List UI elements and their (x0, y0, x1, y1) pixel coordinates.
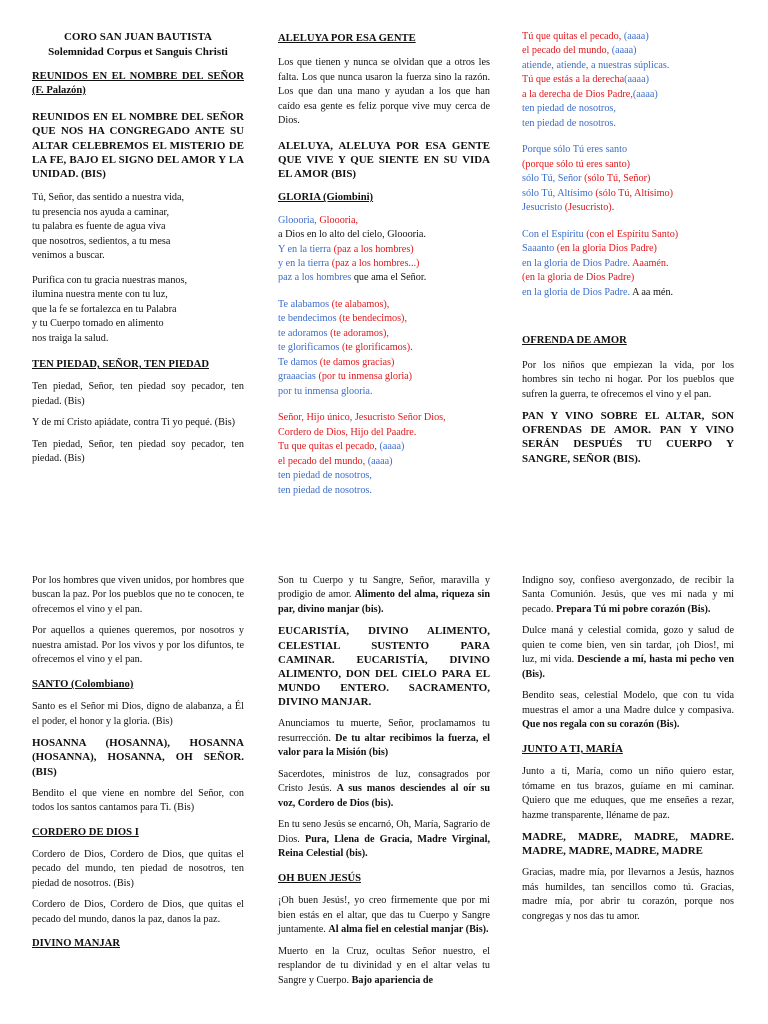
verse-line: Tú, Señor, das sentido a nuestra vida, (32, 192, 185, 204)
lyric-red: (paz a los hombres...) (331, 257, 420, 269)
text-normal: Indigno soy, confieso avergonzado, de recibir la Santa Comunión. Jesús, que ves mi nada y mi pecado. (522, 575, 734, 615)
lyric-line: (en la gloria de Dios Padre) (522, 272, 635, 284)
lyric-red: el pecado del mundo, (278, 455, 368, 467)
paragraph: Los que tienen y nunca se olvidan que a otros les falta. Los que nunca usaron la fuerza sino la razón. Los que dan una mano y ayudan a los que han caído esa gente es feliz porque vive muy cerca de Dios. (278, 57, 490, 127)
column-1-top (32, 30, 244, 474)
lyric-line: ten piedad de nosotros, (522, 103, 616, 115)
chorus-reunidos: REUNIDOS EN EL NOMBRE DEL SEÑOR QUE NOS HA CONGREGADO ANTE SU ALTAR CELEBREMOS EL MISTERIO DE LA FE, BAJO EL SIGNO DEL AMOR Y LA UNIDAD. (BIS) (32, 111, 244, 180)
lyric-blue: te bendecimos (278, 313, 340, 325)
lyric-line (522, 88, 734, 102)
paragraph (278, 945, 490, 988)
lyric-blue: Gloooria, (278, 214, 320, 226)
text-bold: A sus manos desciendes al oír su voz, Cordero de Dios (bis). (278, 783, 490, 809)
verse-line: ilumina nuestra mente con tu luz, (32, 289, 168, 301)
gloria-lyrics (278, 214, 490, 499)
lyric-red: (por tu inmensa gloria) (318, 371, 413, 383)
lyric-red: (sólo Tú, Señor) (584, 173, 651, 185)
lyric-blue: (aaaa) (632, 88, 658, 100)
lyric-red: a la derecha de Dios Padre, (522, 88, 633, 100)
lyric-line (278, 243, 490, 257)
lyric-blue: te adoramos (278, 327, 331, 339)
lyric-line (522, 30, 734, 44)
lyric-red: Tu que quitas el pecado, (278, 441, 380, 453)
text-normal: ¡Oh buen Jesús!, yo creo firmemente que por mi bien estás en el altar, que das tu Cuerpo y Sangre juntamente. (278, 895, 490, 936)
lyric-red: el pecado del mundo, (522, 45, 612, 57)
verse-line: venimos a buscar. (32, 250, 105, 262)
lyric-line (522, 286, 734, 300)
lyric-line (278, 312, 490, 326)
lyric-line: ten piedad de nosotros, (278, 470, 372, 482)
paragraph: Por aquellos a quienes queremos, por nosotros y nuestra amistad. Por los vivos y por los difuntos, te ofrecemos el vino y el pan. (32, 625, 244, 666)
lyric-line (278, 370, 490, 384)
lyric-line (522, 73, 734, 87)
chorus-eucaristia: EUCARISTÍA, DIVINO ALIMENTO, CELESTIAL SUSTENTO PARA CAMINAR. EUCARISTÍA, DIVINO ALIMENTO, DON DEL CIELO PARA EL MUNDO ENTERO. SACRAMENTO, DIVINO MANJAR. (278, 625, 490, 709)
paragraph (278, 768, 490, 811)
song-title-santo: SANTO (Colombiano) (32, 678, 134, 690)
column-2-top (278, 30, 490, 498)
text-normal: Bendito seas, celestial Modelo, que con tu vida muestras el amor a una Madre dulce y compasiva. (522, 690, 734, 716)
verse-line: que la fe se fortalezca en tu Palabra (32, 303, 177, 315)
paragraph: Santo es el Señor mi Dios, digno de alabanza, a Él el poder, el honor y la gloria. (Bis) (32, 701, 244, 727)
lyric-blue: sólo Tú, Altísimo (522, 187, 596, 199)
lyric-red: Tú que estás a la derecha (522, 74, 625, 86)
lyric-red: Gloooria, (319, 214, 359, 226)
verse-1 (32, 191, 244, 263)
verse-line: tu palabra es fuente de agua viva (32, 221, 166, 233)
verse-line: Purifica con tu gracia nuestras manos, (32, 274, 188, 286)
paragraph: Por los niños que empiezan la vida, por los hombres sin techo ni hogar. Por los pueblos que sufren la guerra, te ofrecemos el vino y el pan. (522, 359, 734, 400)
song-title-aleluya: ALELUYA POR ESA GENTE (278, 33, 416, 44)
verse-line: tu presencia nos ayuda a caminar, (32, 206, 170, 218)
paragraph: Y de mí Cristo apiádate, contra Ti yo pequé. (Bis) (32, 417, 236, 429)
lyric-blue: Y en la tierra (278, 243, 334, 255)
lyric-red: (sólo Tú, Altísimo) (595, 187, 674, 199)
paragraph: Cordero de Dios, Cordero de Dios, que quitas el pecado del mundo, ten piedad de nosotros, ten piedad de nosotros. (Bis) (32, 848, 244, 889)
lyric-blue: sólo Tú, Señor (522, 173, 585, 185)
text-normal: Dulce maná y celestial comida, gozo y salud de quien te come bien, ven sin tardar, ¡oh Dios!, mi luz, mi vida. (522, 625, 734, 666)
lyric-line (522, 187, 734, 201)
celebration-name: Solemnidad Corpus et Sanguis Christi (48, 45, 228, 58)
column-3-top (522, 30, 734, 474)
lyric-blue: Con el Espíritu (522, 228, 587, 240)
lyric-blue: te glorificamos (278, 342, 342, 354)
lyric-red: (en la gloria Dios Padre) (556, 243, 657, 255)
lyric-blue: y en la tierra (278, 257, 332, 269)
song-title-cordero: CORDERO DE DIOS I (32, 826, 139, 838)
lyric-blue: paz a los hombres (278, 272, 354, 284)
lyric-line (522, 201, 734, 215)
lyric-line (522, 172, 734, 186)
paragraph (522, 574, 734, 617)
gloria-lyrics-continued (522, 30, 734, 300)
lyric-red: (Jesucristo). (564, 202, 615, 214)
lyric-line: (porque sólo tú eres santo) (522, 158, 631, 170)
chorus-ofrenda: PAN Y VINO SOBRE EL ALTAR, SON OFRENDAS DE AMOR. PAN Y VINO SERÁN DESPUÉS TU CUERPO Y SANGRE, SEÑOR (BIS). (522, 409, 734, 465)
lyric-line (278, 327, 490, 341)
lyric-blue: Te damos (278, 356, 320, 368)
lyric-line: a Dios en lo alto del cielo, Gloooria. (278, 229, 426, 241)
text-normal: Anunciamos tu muerte, Señor, proclamamos tu resurrección. (278, 718, 490, 744)
paragraph (278, 717, 490, 760)
text-bold: De tu altar recibimos la fuerza, el valor para la Misión (bis) (278, 732, 490, 759)
paragraph (278, 818, 490, 861)
lyric-red: (te alabamos), (331, 298, 390, 310)
chorus-hosanna: HOSANNA (HOSANNA), HOSANNA (HOSANNA), HOSANNA, OH SEÑOR. (BIS) (32, 737, 244, 778)
song-title-ten-piedad: TEN PIEDAD, SEÑOR, TEN PIEDAD (32, 358, 209, 370)
lyric-red: Aaamén. (632, 257, 669, 269)
text-normal: En tu seno Jesús se encarnó, Oh, María, Sagrario de Dios. (278, 819, 490, 845)
paragraph: Gracias, madre mía, por llevarnos a Jesús, haznos más humildes, tan sencillos como tú. Gracias, madre mía, por abrir tu corazón, porque nos congregas y nos das tu amor. (522, 867, 734, 922)
text-bold: Al alma fiel en celestial manjar (Bis). (328, 924, 489, 936)
lyric-line: Señor, Hijo único, Jesucristo Señor Dios, (278, 412, 446, 424)
lyric-blue: en la gloria de Dios Padre. (522, 257, 633, 269)
lyric-line (278, 455, 490, 469)
lyric-black: A aa mén. (632, 286, 674, 298)
lyric-line: Cordero de Dios, Hijo del Paadre. (278, 426, 417, 438)
lyric-line (522, 257, 734, 271)
verse-line: y tu Cuerpo tomado en alimento (32, 318, 164, 330)
text-bold: Que nos regala con su corazón (Bis). (522, 719, 680, 731)
column-2-bottom (278, 574, 490, 995)
lyric-line (522, 242, 734, 256)
lyric-blue: (aaaa) (624, 74, 649, 86)
lyric-line (278, 356, 490, 370)
lyric-blue: graaacias (278, 371, 319, 383)
lyric-line (278, 298, 490, 312)
verse-2 (32, 274, 244, 346)
paragraph: Cordero de Dios, Cordero de Dios, que quitas el pecado del mundo, danos la paz, danos la paz. (32, 899, 244, 925)
lyric-red: (te adoramos), (330, 327, 389, 339)
lyric-line: ten piedad de nosotros. (522, 117, 616, 129)
lyric-blue: (aaaa) (623, 31, 649, 42)
song-title-gloria: GLORIA (Giombini) (278, 192, 374, 204)
lyric-blue: en la gloria de Dios Padre. (522, 286, 633, 298)
lyric-line (522, 228, 734, 242)
choir-name: CORO SAN JUAN BAUTISTA (63, 31, 212, 43)
text-normal: Sacerdotes, ministros de luz, consagrados por Cristo Jesús. (278, 768, 490, 795)
lyric-red: Tú que quitas el pecado, (522, 31, 624, 42)
text-bold: Alimento del alma, riqueza sin par, divino manjar (bis). (278, 589, 491, 615)
song-title-junto-a-ti: JUNTO A TI, MARÍA (522, 743, 623, 755)
text-bold: Desciende a mí, hasta mi pecho ven (Bis). (522, 654, 734, 680)
lyric-red: (te glorificamos). (341, 342, 413, 354)
lyric-line (278, 341, 490, 355)
lyric-line (278, 214, 490, 228)
text-bold: Pura, Llena de Gracia, Madre Virginal, Reina Celestial (bis). (278, 833, 491, 860)
text-normal: Son tu Cuerpo y tu Sangre, Señor, maravilla y prodigio de amor. (278, 575, 490, 601)
paragraph: Bendito el que viene en nombre del Señor, con todos los santos cantamos para Ti. (Bis) (32, 787, 244, 814)
lyric-line: por tu inmensa glooria. (278, 385, 373, 397)
lyric-red: (te damos gracias) (319, 356, 395, 368)
paragraph: Por los hombres que viven unidos, por hombres que buscan la paz. Por los pueblos que no te conocen, te ofrecemos el vino y el pan. (32, 575, 244, 615)
lyric-line (278, 257, 490, 271)
lyric-line: atiende, atiende, a nuestras súplicas. (522, 59, 670, 71)
lyric-blue: Te alabamos (278, 298, 332, 310)
paragraph: Junto a ti, María, como un niño quiero estar, tómame en tus brazos, guíame en mi caminar. Quiero que me eduques, que me enseñes a rezar, hazme transparente, lléname de paz. (522, 766, 734, 821)
lyric-blue: (aaaa) (379, 441, 405, 453)
lyric-black: que ama el Señor. (353, 272, 427, 284)
lyric-blue: Saaanto (522, 243, 557, 255)
column-3-bottom (522, 574, 734, 931)
paragraph: Ten piedad, Señor, ten piedad soy pecador, ten piedad. (Bis) (32, 438, 244, 465)
paragraph: Ten piedad, Señor, ten piedad soy pecador, ten piedad. (Bis) (32, 381, 244, 407)
lyric-line: Porque sólo Tú eres santo (522, 144, 628, 156)
verse-line: nos traiga la salud. (32, 332, 109, 344)
lyric-red: (paz a los hombres) (333, 243, 414, 255)
paragraph (522, 689, 734, 732)
song-title-reunidos: REUNIDOS EN EL NOMBRE DEL SEÑOR (F. Palazón) (32, 70, 244, 96)
lyric-red: (con el Espíritu Santo) (586, 228, 679, 240)
lyric-line: ten piedad de nosotros. (278, 484, 372, 496)
chorus-aleluya: ALELUYA, ALELUYA POR ESA GENTE QUE VIVE Y QUE SIENTE EN SU VIDA EL AMOR (BIS) (278, 139, 490, 181)
song-title-oh-buen-jesus: OH BUEN JESÚS (278, 872, 362, 884)
lyric-line (278, 271, 490, 285)
lyric-blue: Jesucristo (522, 202, 565, 214)
lyric-line (522, 44, 734, 58)
lyric-blue: (aaaa) (367, 455, 393, 467)
lyric-line (278, 440, 490, 454)
text-bold: Prepara Tú mi pobre corazón (Bis). (555, 603, 711, 615)
column-1-bottom (32, 574, 244, 960)
paragraph (522, 624, 734, 682)
chorus-madre: MADRE, MADRE, MADRE, MADRE. MADRE, MADRE, MADRE, MADRE (522, 831, 734, 858)
paragraph (278, 894, 490, 937)
text-bold: Bajo apariencia de (351, 974, 434, 986)
text-normal: Muerto en la Cruz, ocultas Señor nuestro, el resplandor de tu divinidad y en el altar velas tu Sangre y Cuerpo. (278, 945, 490, 986)
verse-line: que nosotros, sedientos, a tu mesa (32, 235, 171, 247)
lyric-red: (te bendecimos), (339, 313, 407, 325)
song-title-divino-manjar: DIVINO MANJAR (32, 938, 120, 950)
paragraph (278, 574, 490, 617)
lyric-blue: (aaaa) (611, 45, 637, 57)
song-title-ofrenda: OFRENDA DE AMOR (522, 335, 627, 347)
